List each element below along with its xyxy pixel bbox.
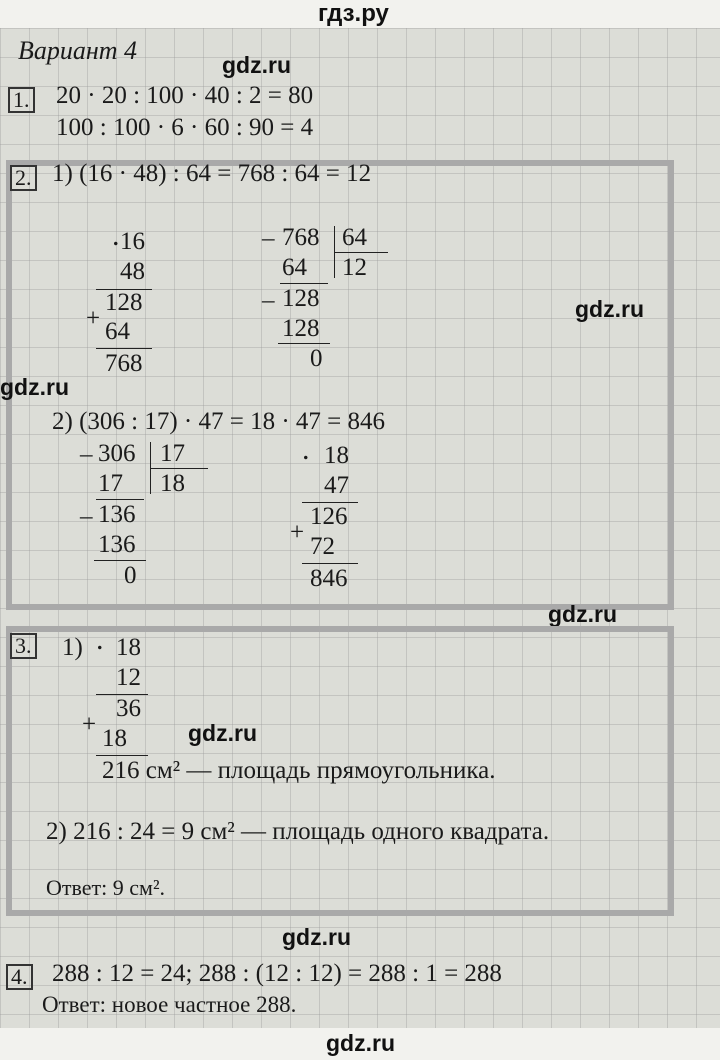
underline xyxy=(96,499,144,500)
watermark: gdz.ru xyxy=(575,296,644,322)
variant-title: Вариант 4 xyxy=(18,36,138,65)
minus-sign: _ xyxy=(262,278,275,305)
mult2-a: 18 xyxy=(324,442,349,469)
div1-sub2: 128 xyxy=(282,315,320,342)
mult2-result: 846 xyxy=(310,565,348,592)
watermark: gdz.ru xyxy=(548,601,617,627)
task1-line2: 100 : 100 · 6 · 60 : 90 = 4 xyxy=(56,114,314,141)
multiply-sign: . xyxy=(112,219,120,252)
task2-part2-expression: 2) (306 : 17) · 47 = 18 · 47 = 846 xyxy=(52,408,386,435)
site-title: гдз.ру xyxy=(318,0,389,27)
task3-part1-result: 216 см² — площадь прямоугольника. xyxy=(102,757,496,784)
div2-sub2: 136 xyxy=(98,531,136,558)
div1-rem1: 128 xyxy=(282,285,320,312)
task-number-2: 2. xyxy=(10,165,37,191)
underline xyxy=(94,560,146,561)
task1-line1: 20 · 20 : 100 · 40 : 2 = 80 xyxy=(56,82,314,109)
task3-answer: Ответ: 9 см². xyxy=(46,875,166,900)
div2-divisor: 17 xyxy=(160,440,185,467)
minus-sign: _ xyxy=(80,432,93,459)
underline xyxy=(96,755,148,756)
task4-answer: Ответ: новое частное 288. xyxy=(42,992,297,1017)
mult1-b: 48 xyxy=(120,258,145,285)
div1-divisor: 64 xyxy=(342,224,367,251)
div1-rem2: 0 xyxy=(310,345,323,372)
underline xyxy=(280,283,328,284)
underline xyxy=(96,348,152,349)
mult3-a: 18 xyxy=(116,634,141,661)
minus-sign: _ xyxy=(80,494,93,521)
mult3-partial1: 36 xyxy=(116,695,141,722)
div2-dividend: 306 xyxy=(98,440,136,467)
div2-rem2: 0 xyxy=(124,562,137,589)
mult2-partial1: 126 xyxy=(310,503,348,530)
plus-sign: + xyxy=(290,519,305,546)
task4-line1: 288 : 12 = 24; 288 : (12 : 12) = 288 : 1 = 288 xyxy=(52,960,502,987)
task-number-4: 4. xyxy=(6,964,33,990)
mult2-b: 47 xyxy=(324,472,349,499)
underline xyxy=(334,252,388,253)
task-number-3: 3. xyxy=(10,633,37,659)
mult1-partial1: 128 xyxy=(105,289,143,316)
div2-rem1: 136 xyxy=(98,501,136,528)
watermark: gdz.ru xyxy=(0,374,69,400)
task2-part1-expression: 1) (16 · 48) : 64 = 768 : 64 = 12 xyxy=(52,160,372,187)
div1-dividend: 768 xyxy=(282,224,320,251)
div2-sub1: 17 xyxy=(98,470,123,497)
multiply-sign: . xyxy=(302,433,310,466)
underline xyxy=(278,343,330,344)
div1-quotient: 12 xyxy=(342,254,367,281)
mult1-result: 768 xyxy=(105,350,143,377)
task-number-1: 1. xyxy=(8,87,35,113)
plus-sign: + xyxy=(82,711,97,738)
watermark: gdz.ru xyxy=(222,52,291,78)
mult3-partial2: 18 xyxy=(102,725,127,752)
mult2-partial2: 72 xyxy=(310,533,335,560)
minus-sign: _ xyxy=(262,216,275,243)
watermark: gdz.ru xyxy=(188,720,257,746)
task3-part1-label: 1) xyxy=(62,634,83,661)
watermark: gdz.ru xyxy=(326,1030,395,1056)
watermark: gdz.ru xyxy=(282,924,351,950)
mult1-a: 16 xyxy=(120,228,145,255)
underline xyxy=(302,563,358,564)
div2-quotient: 18 xyxy=(160,470,185,497)
task3-part2: 2) 216 : 24 = 9 см² — площадь одного квадрата. xyxy=(46,818,550,845)
multiply-sign: . xyxy=(96,623,104,656)
div1-sub1: 64 xyxy=(282,254,307,281)
mult1-partial2: 64 xyxy=(105,318,130,345)
plus-sign: + xyxy=(86,305,101,332)
underline xyxy=(150,468,208,469)
mult3-b: 12 xyxy=(116,664,141,691)
